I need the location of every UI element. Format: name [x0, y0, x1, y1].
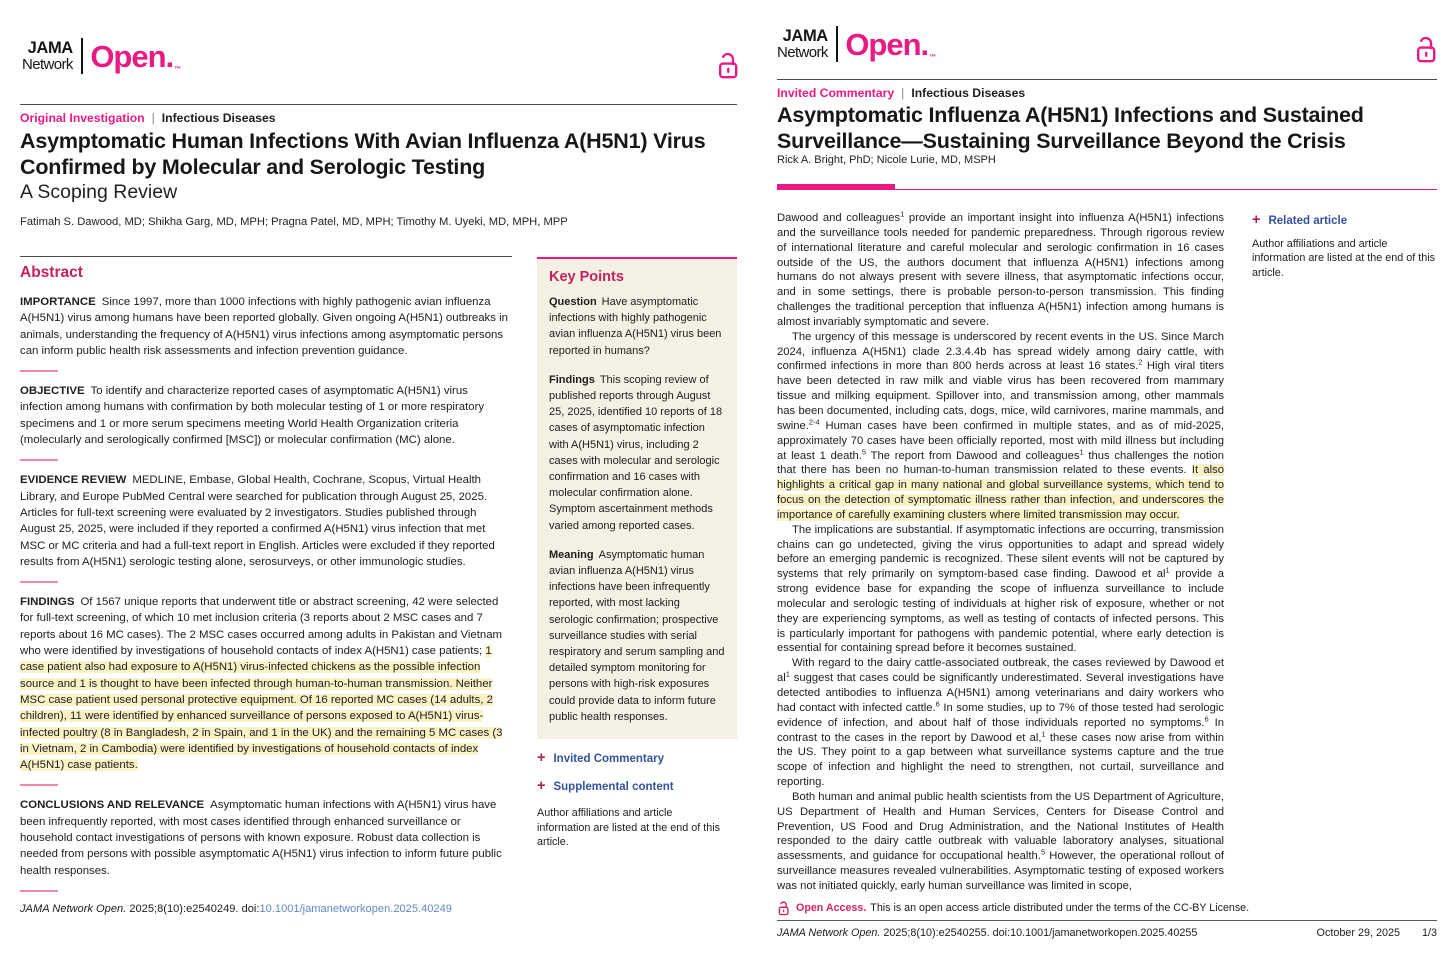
open-access-label: Open Access.: [796, 902, 867, 914]
article-subtitle: A Scoping Review: [20, 181, 178, 203]
category-separator: |: [901, 86, 905, 100]
title-line-2: Confirmed by Molecular and Serologic Testing: [20, 155, 486, 179]
section-label: EVIDENCE REVIEW: [20, 474, 127, 487]
article-title-left: [20, 128, 720, 180]
abstract-section-evidence-review: [20, 472, 512, 570]
section-text: To identify and characterize reported cases of asymptomatic A(H5N1) virus infection among humans with confirmation by both molecular testing of 1 or more respiratory specimens and 1 or more serum specimens meeting World Health Organization criteria (molecularly and serologically confirmed [MSC]) or molecular confirmation (MC) alone.: [20, 385, 485, 447]
title-line-1: Asymptomatic Human Infections With Avian Influenza A(H5N1) Virus: [20, 129, 706, 153]
invited-commentary-link[interactable]: [537, 751, 727, 766]
abstract-section-importance: [20, 294, 512, 359]
related-article-link[interactable]: [1252, 213, 1442, 228]
key-points-text: This scoping review of published reports through August 25, 2025, identified 10 reports of 18 cases of asymptomatic infection with A(H5N1) virus, including 2 cases with molecular and serologic confirmation and 16 cases with molecular confirmation alone. Symptom ascertainment methods varied among reported cases.: [549, 373, 723, 532]
abstract-top-rule: [20, 256, 512, 257]
section-divider: [20, 581, 58, 583]
accent-bar-thick: [777, 184, 895, 190]
key-points-label: Question: [549, 296, 597, 308]
logo-divider-bar: [81, 38, 84, 74]
logo-jama-text: JAMA: [782, 27, 828, 46]
commentary-body: [777, 211, 1224, 894]
key-points-findings: [549, 372, 725, 534]
section-divider: [20, 370, 58, 372]
plus-icon: +: [1252, 212, 1261, 228]
logo-jama-text: JAMA: [27, 39, 73, 58]
key-points-text: Asymptomatic human avian influenza A(H5N1) virus infections have been infrequently reported, with most lacking serologic confirmation; prospective surveillance studies with serial respiratory and serum sampling and detailed symptom monitoring for persons with high-risk exposures could provide data to inform future public health responses.: [549, 548, 725, 723]
link-label: Related article: [1268, 215, 1348, 227]
citation-text: [777, 927, 1197, 939]
abstract-column: [20, 256, 512, 926]
key-points-heading: Key Points: [549, 269, 624, 285]
section-label: IMPORTANCE: [20, 296, 96, 308]
jama-network-wordmark: [22, 40, 73, 72]
plus-icon: +: [537, 777, 546, 794]
category-topic: Infectious Diseases: [161, 111, 276, 125]
plus-icon: +: [537, 750, 546, 766]
article-accent-bar: [777, 184, 1437, 190]
open-access-line: [777, 900, 1249, 916]
category-label: Invited Commentary: [777, 86, 895, 100]
left-side-links: [537, 751, 727, 850]
header-rule-right: [777, 79, 1437, 80]
affiliations-note-left: Author affiliations and article information are listed at the end of this article.: [537, 807, 721, 849]
right-sidebar: [1252, 213, 1442, 280]
affiliations-note-right: Author affiliations and article information are listed at the end of this article.: [1252, 237, 1436, 279]
section-label: OBJECTIVE: [20, 385, 85, 398]
section-text: Of 1567 unique reports that underwent title or abstract screening, 42 were selected for full-text screening, of which 10 met inclusion criteria (3 reports about 2 MSC cases and 7 reports about 16 MC cases). The 2 MSC cases occurred among adults in Pakistan and Vietnam who were identified by investigations of household contacts of index A(H5N1) case patients; 1 case patient also had exposure to A(H5N1) virus-infected chickens as the possible infection source and 1 is thought to have been infected through human-to-human transmission. Neither MSC case patient used personal protective equipment. Of 16 reported MC cases (14 adults, 2 children), 11 were identified by enhanced surveillance of persons exposed to A(H5N1) virus-infected poultry (8 in Bangladesh, 2 in Spain, and 1 in the UK) and the remaining 5 MC cases (3 in Vietnam, 2 in Cambodia) were identified by investigations of household contacts of index A(H5N1) case patients.: [20, 596, 503, 772]
link-label: Supplemental content: [553, 780, 674, 793]
logo-network-text: Network: [22, 55, 73, 73]
page-indicator: 1/3: [1421, 927, 1437, 939]
paragraph: With regard to the dairy cattle-associated outbreak, the cases reviewed by Dawood et $al^1$ suggest that cases could be significantly underestimated. Several investigations have detected antibodies to influenza A(H5N1) among veterinarians and dairy workers who had contact with infected cattle.$^6$ In some studies, up to 7% of those tested had serologic evidence of infection, and about half of those individuals reported no symptoms.$^6$ In contrast to the cases in the report by Dawood et al,$^1$ these cases now arise from within the US. They point to a gap between what surveillance systems capture and the true scope of infection and highlight the need to strengthen, not curtail, surveillance and reporting.: [777, 657, 1225, 789]
paragraph: The urgency of this message is underscored by recent events in the US. Since March 2024, influenza A(H5N1) clade 2.3.4.4b has spread widely among dairy cattle, with confirmed infections in more than 800 herds across at least 16 states.$^2$ High viral titers have been detected in raw milk and viable virus has been recovered from mammary tissue and milking equipment. Spillover into, and transmission among, other mammals has been documented, including cats, dogs, mice, wild carnivores, marine mammals, and swine.$^{2-4}$ Human cases have been confirmed in multiple states, and as of mid-2025, approximately 70 cases have been officially reported, most with mild illness but including at least 1 death.$^5$ The report from Dawood and colleagues$^1$ thus challenges the notion that there has been no human-to-human transmission related to these events. It also highlights a critical gap in many national and global surveillance systems, which tend to focus on the detection of symptomatic illness rather than infection, and underscores the importance of carefully examining clusters where limited transmission may occur.: [777, 330, 1225, 521]
paragraph: Dawood and colleagues$^1$ provide an important insight into influenza A(H5N1) infections and the surveillance tools needed for pandemic preparedness. Through rigorous review of international literature and careful molecular and serologic confirmation in 16 cases outside of the US, the authors document that influenza A(H5N1) infections among humans do not always present with severe illness, that asymptomatic infections occur, and in some settings, there is probable person-to-person transmission. This finding challenges the traditional perception that influenza A(H5N1) infection among humans is almost invariably symptomatic and severe.: [777, 209, 1224, 328]
category-label: Original Investigation: [20, 111, 145, 125]
section-text: Asymptomatic human infections with A(H5N1) virus have been infrequently reported, with most cases identified through enhanced surveillance or household contact investigations of persons with known exposure. Robust data collection is needed from persons with possible asymptomatic A(H5N1) virus infection to inform future public health responses.: [20, 799, 502, 877]
article-title-right: [777, 102, 1417, 154]
section-divider: [20, 890, 58, 892]
key-points-box: [537, 257, 737, 739]
title-line-1: Asymptomatic Influenza A(H5N1) Infections and Sustained: [777, 103, 1364, 127]
jama-network-wordmark: [777, 28, 828, 60]
footer-date-page: [1317, 927, 1437, 939]
trademark-symbol: ™: [174, 65, 181, 73]
article-category-left: [20, 111, 276, 125]
trademark-symbol: ™: [929, 53, 936, 61]
section-label: FINDINGS: [20, 596, 75, 609]
citation-left: [20, 903, 512, 915]
key-points-label: Findings: [549, 373, 595, 386]
jama-network-open-logo-left: [22, 38, 179, 74]
header-rule-left: [20, 104, 737, 105]
section-divider: [20, 459, 58, 461]
abstract-heading: Abstract: [20, 264, 83, 281]
footer-rule-right: [777, 920, 1437, 921]
open-lock-icon: [1414, 34, 1438, 64]
section-text: Since 1997, more than 1000 infections with highly pathogenic avian influenza A(H5N1) virus among humans have been reported globally. Given ongoing A(H5N1) outbreaks in animals, understanding the frequency of A(H5N1) virus infections among asymptomatic persons can inform public health risk assessments and infection prevention guidance.: [20, 296, 508, 357]
citation-meta: 2025;8(10):e2540249. doi:: [126, 902, 260, 915]
doi-link[interactable]: 10.1001/jamanetworkopen.2025.40249: [259, 902, 452, 915]
link-label: Invited Commentary: [553, 753, 665, 765]
citation-meta: 2025;8(10):e2540255. doi:10.1001/jamanetworkopen.2025.40255: [880, 927, 1198, 939]
article-category-right: [777, 86, 1025, 100]
logo-divider-bar: [836, 26, 839, 62]
logo-open-text: Open.™: [90, 38, 181, 74]
key-points-label: Meaning: [549, 548, 594, 561]
supplemental-content-link[interactable]: [537, 779, 727, 794]
category-topic: Infectious Diseases: [911, 86, 1026, 100]
logo-open-text: Open.™: [845, 26, 936, 62]
section-divider: [20, 784, 58, 786]
paragraph: The implications are substantial. If asymptomatic infections are occurring, transmission chains can go undetected, giving the virus opportunities to adapt and spread widely before an emerging pandemic is recognized. These silent events will not be captured by systems that rely primarily on symptom-based case finding. Dawood et $al^1$ provide a strong evidence base for expanding the scope of influenza surveillance to include molecular and serologic testing of individuals at higher risk of exposure, whether or not they are experiencing symptoms, as well as testing of contacts of infected persons. This is particularly important for pathogens with pandemic potential, where early detection is essential for containing spread before it becomes sustained.: [777, 523, 1224, 655]
key-points-question: [549, 294, 725, 359]
abstract-section-conclusions: [20, 797, 512, 878]
journal-name: JAMA Network Open.: [20, 902, 127, 915]
open-lock-icon: [716, 50, 740, 80]
title-line-2: Surveillance—Sustaining Surveillance Beyond the Crisis: [777, 129, 1346, 153]
key-points-text: Have asymptomatic infections with highly pathogenic avian influenza A(H5N1) virus been reported in humans?: [549, 296, 722, 357]
footer-citation-right: [777, 927, 1437, 939]
category-separator: |: [151, 111, 155, 125]
authors-right: Rick A. Bright, PhD; Nicole Lurie, MD, MSPH: [777, 154, 996, 166]
abstract-section-objective: [20, 383, 512, 448]
paragraph: Both human and animal public health scientists from the US Department of Agriculture, US Department of Health and Human Services, Centers for Disease Control and Prevention, US Food and Drug Administration, and the National Institutes of Health responded to the dairy cattle outbreak with valuable laboratory analyses, situational assessments, and guidance for occupational health.$^5$ However, the operational rollout of surveillance measures revealed vulnerabilities. Asymptomatic testing of exposed workers was not initiated quickly, early human surveillance was limited in scope,: [777, 790, 1225, 892]
section-label: CONCLUSIONS AND RELEVANCE: [20, 799, 205, 812]
logo-network-text: Network: [777, 43, 828, 61]
abstract-section-findings: [20, 594, 512, 773]
key-points-meaning: [549, 547, 725, 725]
authors-left: Fatimah S. Dawood, MD; Shikha Garg, MD, MPH; Pragna Patel, MD, MPH; Timothy M. Uyeki, MD, MPH, MPP: [20, 216, 568, 228]
open-access-text: This is an open access article distributed under the terms of the CC-BY License.: [870, 902, 1250, 914]
open-access-lock-icon: [777, 900, 790, 916]
journal-name: JAMA Network Open.: [777, 927, 881, 939]
jama-network-open-logo-right: [777, 26, 934, 62]
section-text: MEDLINE, Embase, Global Health, Cochrane, Scopus, Virtual Health Library, and Europe PubMed Central were searched for publication through August 25, 2025. Articles for full-text screening were evaluated by 2 investigators. Studies published through August 25, 2025, were included if they reported a confirmed A(H5N1) virus infection that met MSC or MC criteria and had a full-text report in English. Articles were excluded if they reported results from A(H5N1) serologic testing alone, serosurveys, or other immunologic studies.: [20, 474, 495, 568]
publication-date: October 29, 2025: [1316, 927, 1400, 939]
